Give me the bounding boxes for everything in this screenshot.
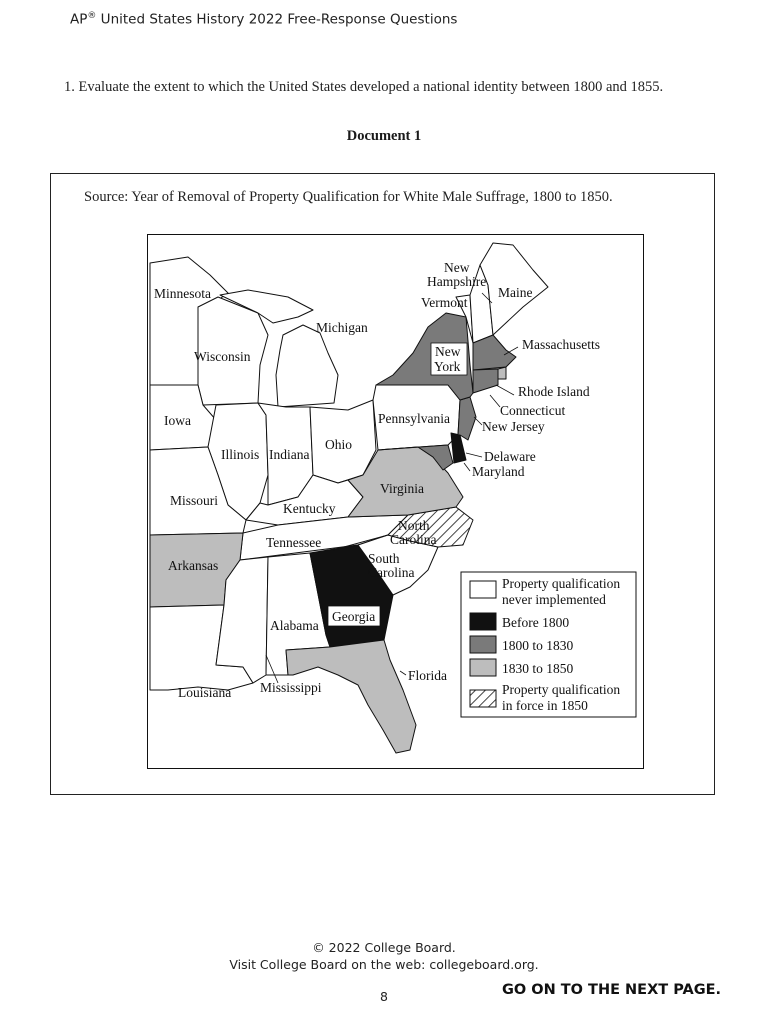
label-pennsylvania: Pennsylvania (378, 411, 450, 426)
legend-swatch-never (470, 581, 496, 598)
label-north-carolina-2: Carolina (390, 532, 437, 547)
state-florida (286, 640, 416, 753)
label-georgia: Georgia (332, 609, 376, 624)
legend-swatch-before-1800 (470, 613, 496, 630)
map-legend (461, 572, 636, 717)
go-on-next-page: GO ON TO THE NEXT PAGE. (502, 982, 722, 998)
state-rhode-island (498, 367, 506, 379)
label-maine: Maine (498, 285, 533, 300)
label-rhode-island: Rhode Island (518, 384, 590, 399)
map-svg (148, 235, 645, 770)
legend-1830-1850: 1830 to 1850 (502, 661, 574, 676)
document-title: Document 1 (346, 128, 422, 144)
label-south-carolina-2: Carolina (368, 565, 415, 580)
label-new-hampshire-2: Hampshire (427, 274, 487, 289)
label-ohio: Ohio (325, 437, 352, 452)
legend-before-1800: Before 1800 (502, 615, 570, 630)
legend-never-line2: never implemented (502, 592, 606, 607)
label-north-carolina-1: North (398, 518, 430, 533)
label-maryland: Maryland (472, 464, 525, 479)
registered-mark: ® (87, 11, 97, 21)
question-number: 1. (64, 79, 75, 95)
label-minnesota: Minnesota (154, 286, 211, 301)
page-number: 8 (380, 989, 388, 1004)
label-kentucky: Kentucky (283, 501, 336, 516)
label-arkansas: Arkansas (168, 558, 219, 573)
state-new-jersey (458, 397, 476, 440)
label-vermont: Vermont (421, 295, 468, 310)
header-title-prefix: AP (70, 11, 88, 28)
label-wisconsin: Wisconsin (194, 349, 251, 364)
legend-1800-1830: 1800 to 1830 (502, 638, 574, 653)
label-new-york-2: York (434, 359, 461, 374)
legend-swatch-in-force (470, 690, 496, 707)
label-illinois: Illinois (221, 447, 260, 462)
state-michigan (276, 325, 338, 407)
label-new-hampshire-1: New (444, 260, 470, 275)
suffrage-map (147, 234, 644, 769)
legend-in-force-line2: in force in 1850 (502, 698, 588, 713)
header-title-suffix: United States History 2022 Free-Response Questions (96, 11, 458, 28)
footer-copyright: © 2022 College Board. (312, 940, 456, 955)
label-indiana: Indiana (269, 447, 310, 462)
legend-never-line1: Property qualification (502, 576, 621, 591)
legend-swatch-1830-1850 (470, 659, 496, 676)
legend-swatch-1800-1830 (470, 636, 496, 653)
label-delaware: Delaware (484, 449, 536, 464)
label-south-carolina-1: South (368, 551, 400, 566)
label-michigan: Michigan (316, 320, 368, 335)
legend-in-force-line1: Property qualification (502, 682, 621, 697)
document-source: Source: Year of Removal of Property Qualification for White Male Suffrage, 1800 to 1850. (84, 189, 613, 205)
label-missouri: Missouri (170, 493, 219, 508)
label-connecticut: Connecticut (500, 403, 566, 418)
footer-visit: Visit College Board on the web: collegeboard.org. (229, 957, 539, 972)
question-1 (64, 79, 663, 96)
state-connecticut (473, 369, 498, 393)
label-mississippi: Mississippi (260, 680, 322, 695)
label-alabama: Alabama (270, 618, 319, 633)
label-tennessee: Tennessee (266, 535, 322, 550)
label-louisiana: Louisiana (178, 685, 232, 700)
label-new-jersey: New Jersey (482, 419, 545, 434)
label-florida: Florida (408, 668, 447, 683)
label-virginia: Virginia (380, 481, 424, 496)
page-header (70, 11, 457, 28)
question-text: Evaluate the extent to which the United States developed a national identity between 1800 and 1855. (78, 79, 664, 95)
label-iowa: Iowa (164, 413, 191, 428)
label-massachusetts: Massachusetts (522, 337, 600, 352)
label-new-york-1: New (435, 344, 461, 359)
state-massachusetts (473, 335, 516, 370)
